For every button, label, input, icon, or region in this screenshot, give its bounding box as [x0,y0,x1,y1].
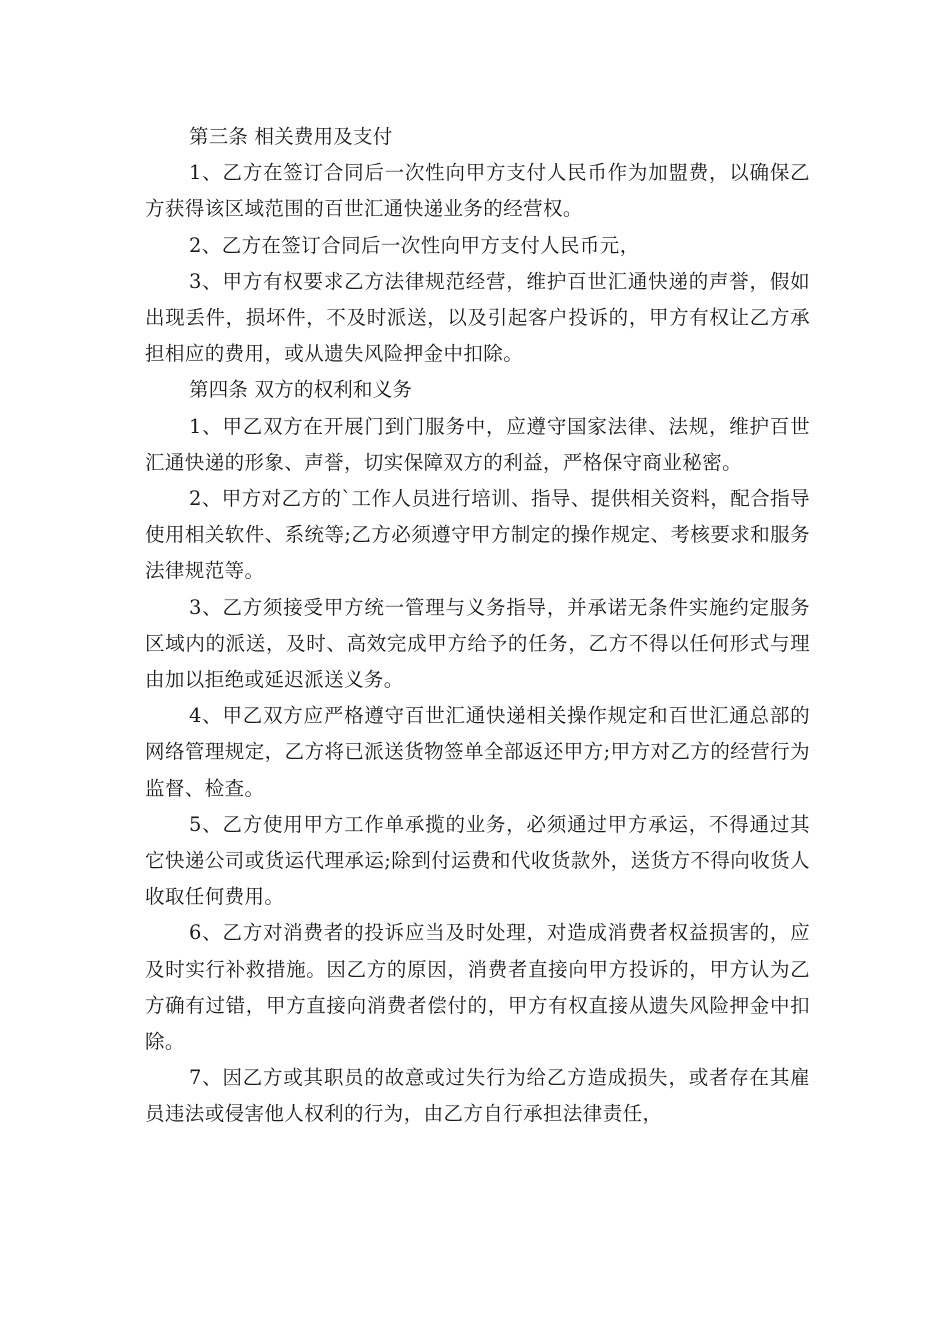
document-body [145,119,810,1133]
paragraph-4-6: 6、乙方对消费者的投诉应当及时处理，对造成消费者权益损害的，应及时实行补救措施。因乙方的原因，消费者直接向甲方投诉的，甲方认为乙方确有过错，甲方直接向消费者偿付的，甲方有权直接从遗失风险押金中扣除。 [145,921,810,1054]
section-heading-article-4: 第四条 双方的权利和义务 [189,378,413,402]
paragraph-4-5: 5、乙方使用甲方工作单承揽的业务，必须通过甲方承运，不得通过其它快递公司或货运代理承运;除到付运费和代收货款外，送货方不得向收货人收取任何费用。 [145,812,810,909]
paragraph-4-4: 4、甲乙双方应严格遵守百世汇通快递相关操作规定和百世汇通总部的网络管理规定，乙方将已派送货物签单全部返还甲方;甲方对乙方的经营行为监督、检查。 [145,704,810,800]
paragraph-4-1: 1、甲乙双方在开展门到门服务中，应遵守国家法律、法规，维护百世汇通快递的形象、声誉，切实保障双方的利益，严格保守商业秘密。 [145,414,810,474]
paragraph-4-3: 3、乙方须接受甲方统一管理与义务指导，并承诺无条件实施约定服务区域内的派送，及时、高效完成甲方给予的任务，乙方不得以任何形式与理由加以拒绝或延迟派送义务。 [145,595,810,692]
section-heading-article-3: 第三条 相关费用及支付 [189,125,393,148]
paragraph-3-3: 3、甲方有权要求乙方法律规范经营，维护百世汇通快递的声誉，假如出现丢件，损坏件，不及时派送，以及引起客户投诉的，甲方有权让乙方承担相应的费用，或从遗失风险押金中扣除。 [145,269,810,366]
paragraph-3-1: 1、乙方在签订合同后一次性向甲方支付人民币作为加盟费，以确保乙方获得该区域范围的百世汇通快递业务的经营权。 [145,161,810,221]
paragraph-3-2: 2、乙方在签订合同后一次性向甲方支付人民币元， [189,233,640,257]
paragraph-4-7: 7、因乙方或其职员的故意或过失行为给乙方造成损失，或者存在其雇员违法或侵害他人权利的行为，由乙方自行承担法律责任， [145,1066,810,1126]
paragraph-4-2: 2、甲方对乙方的`工作人员进行培训、指导、提供相关资料，配合指导使用相关软件、系统等;乙方必须遵守甲方制定的操作规定、考核要求和服务法律规范等。 [145,487,810,583]
